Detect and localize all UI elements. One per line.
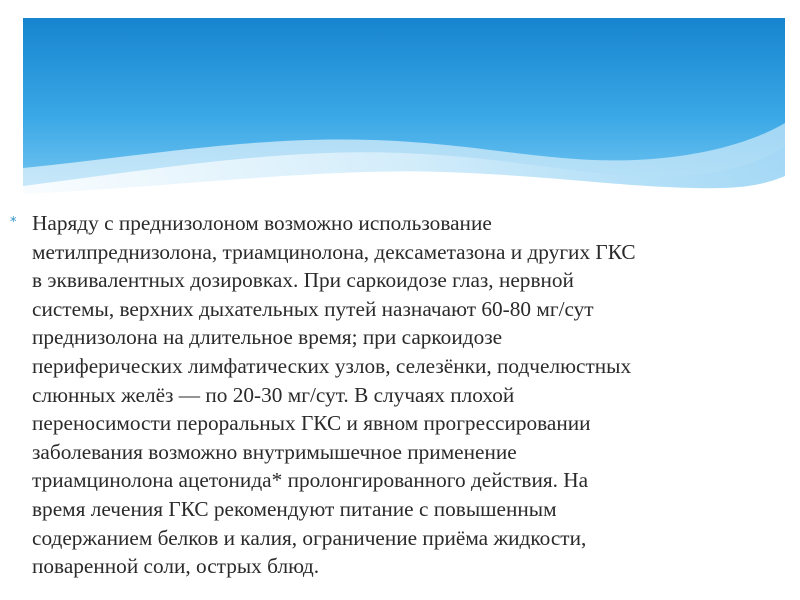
- body-paragraph: [32, 209, 792, 581]
- wave-graphic: [23, 18, 785, 198]
- paragraph-line: преднизолона на длительное время; при саркоидозе: [32, 325, 503, 350]
- paragraph-line: периферических лимфатических узлов, селезёнки, подчелюстных: [32, 353, 632, 378]
- paragraph-line: время лечения ГКС рекомендуют питание с повышенным: [32, 496, 557, 521]
- paragraph-line: метилпреднизолона, триамцинолона, дексаметазона и других ГКС: [32, 239, 636, 264]
- paragraph-line: триамцинолона ацетонида* пролонгированного действия. На: [32, 468, 589, 493]
- paragraph-line: Наряду с преднизолоном возможно использование: [32, 211, 492, 235]
- paragraph-line: переносимости пероральных ГКС и явном прогрессировании: [32, 411, 591, 436]
- paragraph-line: поваренной соли, острых блюд.: [32, 554, 320, 579]
- paragraph-line: заболевания возможно внутримышечное применение: [32, 439, 517, 464]
- header-wave-banner: [23, 18, 785, 198]
- paragraph-line: системы, верхних дыхательных путей назначают 60-80 мг/сут: [32, 296, 594, 321]
- paragraph-line: содержанием белков и калия, ограничение приёма жидкости,: [32, 525, 587, 550]
- paragraph-line: слюнных желёз — по 20-30 мг/сут. В случаях плохой: [32, 382, 515, 407]
- paragraph-line: в эквивалентных дозировках. При саркоидозе глаз, нервной: [32, 268, 574, 293]
- bullet-icon: *: [10, 215, 17, 230]
